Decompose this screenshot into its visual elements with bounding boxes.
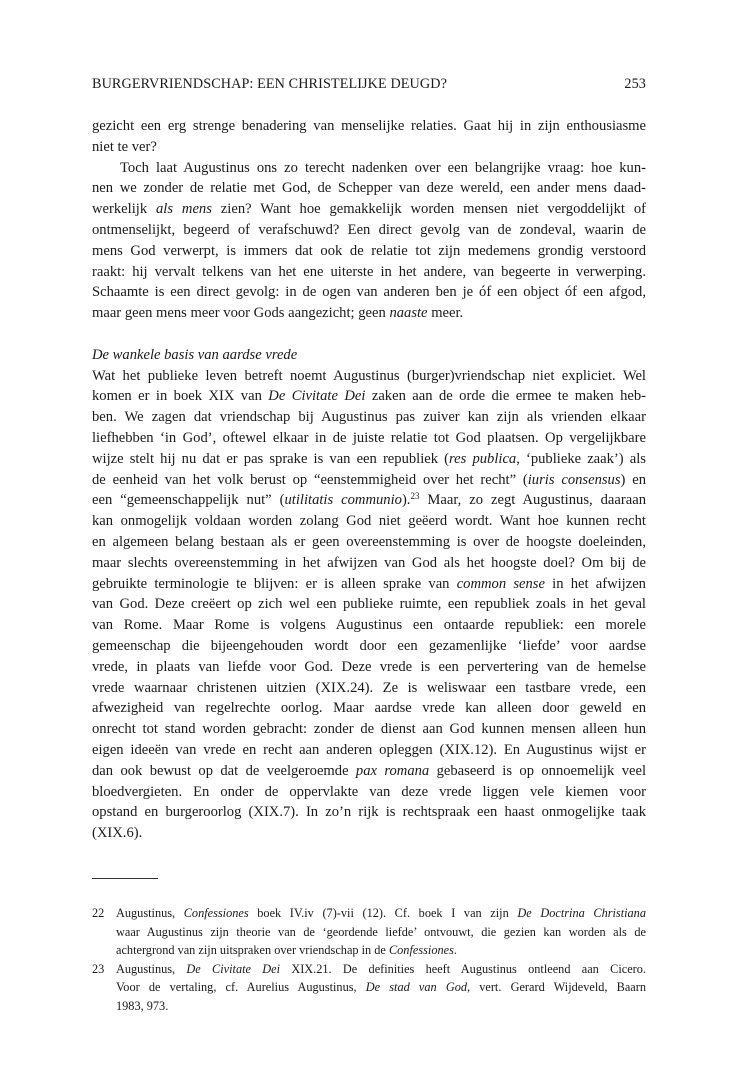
text-line: de eenheid van het volk berust op “eenstemmigheid over het recht” (iuris consensus) en <box>92 471 646 488</box>
text-line: komen er in boek XIX van De Civitate Dei zaken aan de orde die ermee te maken heb- <box>92 388 647 405</box>
text-line: opstand en burgeroorlog (XIX.7). In zo’n rijk is rechtspraak een haast onmogelijke taak <box>92 804 646 821</box>
section-heading: De wankele basis van aardse vrede <box>92 346 298 363</box>
footnote-line: Voor de vertaling, cf. Aurelius Augustinus, De stad van God, vert. Gerard Wijdeveld, Baarn <box>116 980 646 995</box>
text-line: vrede waarnaar christenen uitzien (XIX.24). Ze is weliswaar een tastbare vrede, een <box>92 679 646 696</box>
paragraph-1 <box>92 116 646 158</box>
footnote-22 <box>92 904 646 960</box>
footnote-line: Augustinus, Confessiones boek IV.iv (7)-vii (12). Cf. boek I van zijn De Doctrina Christiana <box>116 906 646 920</box>
footnote-number: 22 <box>92 906 105 920</box>
text-line: ontmenselijkt, begeerd of verafschuwd? Een direct gevolg van de zondeval, waarin de <box>92 221 646 238</box>
page-number: 253 <box>624 76 646 92</box>
footnote-line: achtergrond van zijn uitspraken over vriendschap in de Confessiones. <box>116 943 457 958</box>
body-text <box>92 116 646 844</box>
text-line: gebruikte terminologie te blijven: er is alleen sprake van common sense in het afwijzen <box>92 575 646 592</box>
text-line: Schaamte is een direct gevolg: in de ogen van anderen ben je óf een object óf een afgod, <box>92 284 646 301</box>
footnote-divider <box>92 878 158 879</box>
footnote-23 <box>92 960 646 1016</box>
text-line: dan ook bewust op dat de veelgeroemde pax romana gebaseerd is op onnoemelijk veel <box>92 762 646 779</box>
running-head <box>92 76 646 93</box>
text-line: van Rome. Maar Rome is volgens Augustinus een ontaarde republiek: een morele <box>92 617 646 634</box>
paragraph-3 <box>92 366 646 844</box>
footnote-number: 23 <box>92 961 105 976</box>
text-line: vrede, in plaats van liefde voor God. Deze vrede is een pervertering van de hemelse <box>92 658 646 675</box>
text-line: liefhebben ‘in God’, oftewel elkaar in de juiste relatie tot God plaatsen. Op vergelijkbare <box>92 429 646 446</box>
text-line: raakt: hij vervalt telkens van het ene uiterste in het andere, van begeerte in verwerping. <box>92 263 646 280</box>
paragraph-2 <box>92 158 646 324</box>
text-line: Wat het publieke leven betreft noemt Augustinus (burger)vriendschap niet expliciet. Wel <box>92 367 646 384</box>
text-line: maar slechts overeenstemming in het afwijzen van God als het hoogste doel? Om bij de <box>92 554 646 571</box>
footnote-line: 1983, 973. <box>116 998 169 1013</box>
text-line: ben. We zagen dat vriendschap bij Augustinus pas zuiver kan zijn als vrienden elkaar <box>92 409 646 426</box>
running-head-title: BURGERVRIENDSCHAP: EEN CHRISTELIJKE DEUGD? <box>92 76 447 92</box>
text-line: maar geen mens meer voor Gods aangezicht; geen naaste meer. <box>92 305 464 322</box>
text-line: gezicht een erg strenge benadering van menselijke relaties. Gaat hij in zijn enthousiasme <box>92 118 646 134</box>
text-line: werkelijk als mens zien? Want hoe gemakkelijk worden mensen niet vergoddelijkt of <box>92 201 646 218</box>
text-line: Toch laat Augustinus ons zo terecht nadenken over een belangrijke vraag: hoe kun- <box>120 159 646 176</box>
text-line: gemeenschap die bijeengehouden wordt door een gezamenlijke ‘liefde’ voor aardse <box>92 637 646 654</box>
text-line: nen we zonder de relatie met God, de Schepper van deze wereld, een ander mens daad- <box>92 180 646 197</box>
footnotes <box>92 904 646 1016</box>
text-line: onrecht tot stand worden gebracht: zonder de dienst aan God kunnen mensen alleen hun <box>92 721 646 738</box>
text-line: (XIX.6). <box>92 825 143 842</box>
text-line: wijze stelt hij nu dat er pas sprake is van een republiek (res publica, ‘publieke zaak’) als <box>92 450 646 467</box>
text-line: afwezigheid van regelrechte oorlog. Maar aardse vrede kan alleen door geweld en <box>92 700 646 717</box>
text-line: bloedvergieten. En onder de oppervlakte van deze vrede liggen vele kiemen voor <box>92 783 646 800</box>
text-line: en algemeen belang bestaan als er geen overeenstemming is over de hoogste doeleinden, <box>92 533 646 550</box>
text-line: van God. Deze creëert op zich wel een publieke ruimte, een republiek zoals in het geval <box>92 596 646 613</box>
footnote-line: Augustinus, De Civitate Dei XIX.21. De definities heeft Augustinus ontleend aan Cicero. <box>116 961 646 976</box>
text-line: eigen ideeën van vrede en recht aan anderen opleggen (XIX.12). En Augustinus wijst er <box>92 741 646 758</box>
text-line: kan onmogelijk voldaan worden zolang God niet geëerd wordt. Want hoe kunnen recht <box>92 513 646 530</box>
text-line: niet te ver? <box>92 138 157 155</box>
text-line: een “gemeenschappelijk nut” (utilitatis communio).$^{23}$ Maar, zo zegt Augustinus, daaraan <box>92 491 646 509</box>
footnote-ref-23[interactable]: 23 <box>410 491 420 502</box>
text-line: mens God verwerpt, is immers dat ook de relatie tot zijn medemens grondig verstoord <box>92 242 646 259</box>
footnote-line: waar Augustinus zijn theorie van de ‘geordende liefde’ ontvouwt, die gezien kan worden als de <box>116 924 646 939</box>
